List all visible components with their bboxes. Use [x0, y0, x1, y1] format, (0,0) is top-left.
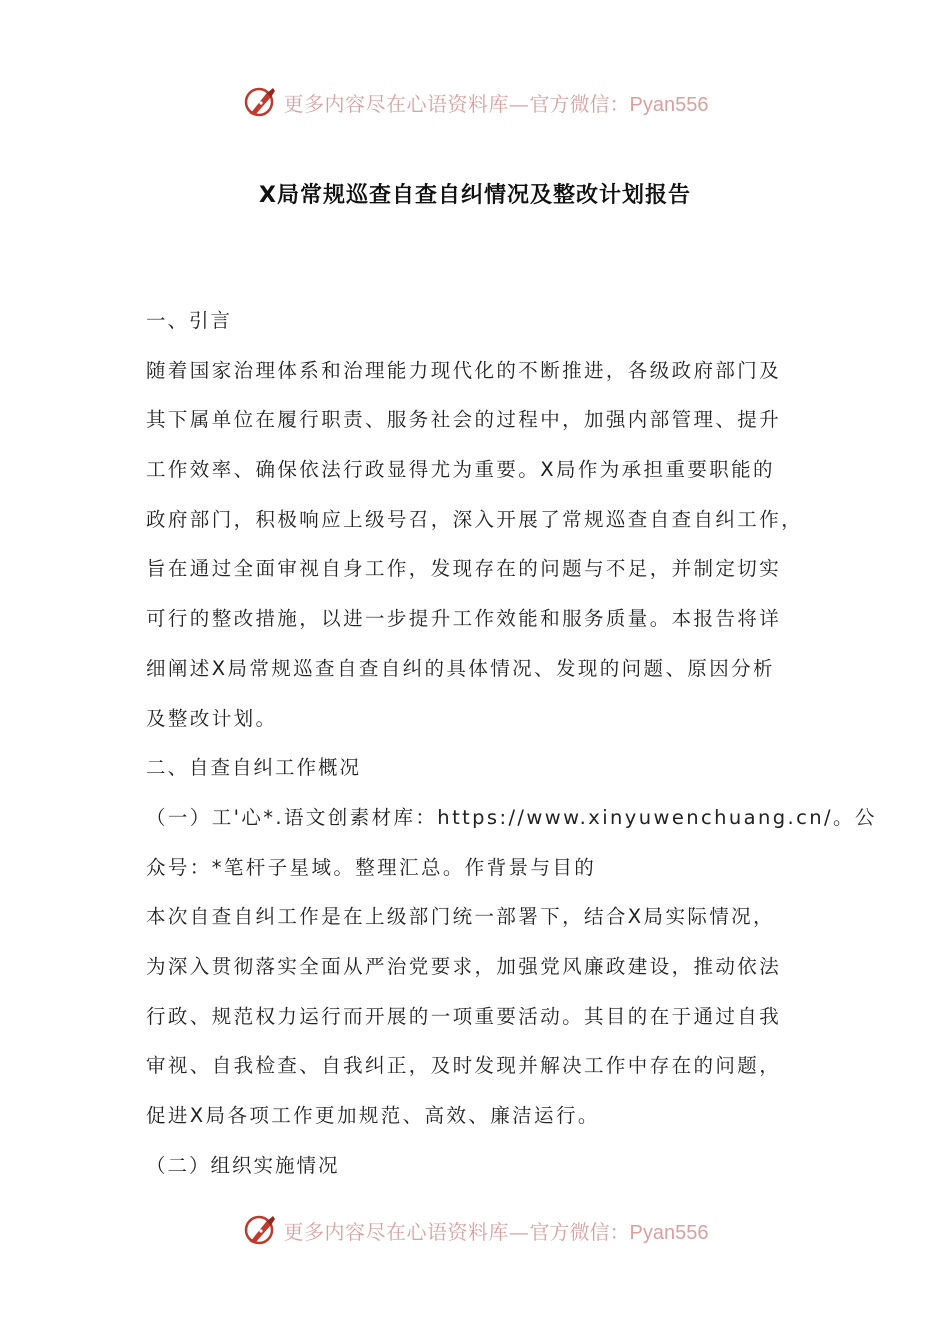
- paragraph-line: 本次自查自纠工作是在上级部门统一部署下，结合X局实际情况，: [146, 905, 775, 929]
- paragraph-line: 随着国家治理体系和治理能力现代化的不断推进，各级政府部门及: [146, 358, 782, 382]
- pen-nib-icon: [242, 1212, 278, 1248]
- banner-brand-text: 更多内容尽在心语资料库—: [283, 91, 530, 116]
- section-heading-overview: 二、自查自纠工作概况: [146, 756, 362, 780]
- paragraph-line: 细阐述X局常规巡查自查自纠的具体情况、发现的问题、原因分析: [146, 656, 775, 680]
- paragraph-line: 众号：*笔杆子星域。整理汇总。作背景与目的: [146, 855, 597, 879]
- paragraph-line: 促进X局各项工作更加规范、高效、廉洁运行。: [146, 1104, 600, 1127]
- subsection-heading-background: （一）工'心*.语文创素材库：https://www.xinyuwenchuang.cn/。公: [146, 805, 877, 829]
- pen-nib-icon: [242, 84, 278, 120]
- section-heading-intro: 一、引言: [146, 309, 233, 332]
- footer-banner: [0, 1210, 950, 1250]
- paragraph-line: 工作效率、确保依法行政显得尤为重要。X局作为承担重要职能的: [146, 458, 775, 482]
- document-title: X局常规巡查自查自纠情况及整改计划报告: [259, 183, 691, 208]
- paragraph-line: 为深入贯彻落实全面从严治党要求，加强党风廉政建设，推动依法: [146, 954, 782, 978]
- paragraph-line: 可行的整改措施，以进一步提升工作效能和服务质量。本报告将详: [146, 607, 782, 631]
- banner-brand-text: 更多内容尽在心语资料库—: [283, 1219, 530, 1244]
- banner-wechat-text: 官方微信：Pyan556: [529, 1221, 709, 1244]
- paragraph-line: 行政、规范权力运行而开展的一项重要活动。其目的在于通过自我: [146, 1004, 782, 1028]
- paragraph-line: 旨在通过全面审视自身工作，发现存在的问题与不足，并制定切实: [146, 557, 782, 581]
- paragraph-line: 政府部门，积极响应上级号召，深入开展了常规巡查自查自纠工作，: [146, 507, 804, 531]
- banner-wechat-text: 官方微信：Pyan556: [529, 93, 709, 116]
- header-banner: [0, 82, 950, 122]
- document-body: [146, 296, 877, 1190]
- paragraph-line: 及整改计划。: [146, 706, 278, 730]
- paragraph-line: 审视、自我检查、自我纠正，及时发现并解决工作中存在的问题，: [146, 1054, 782, 1078]
- paragraph-line: 其下属单位在履行职责、服务社会的过程中，加强内部管理、提升: [146, 408, 782, 432]
- subsection-heading-implementation: （二）组织实施情况: [146, 1153, 340, 1177]
